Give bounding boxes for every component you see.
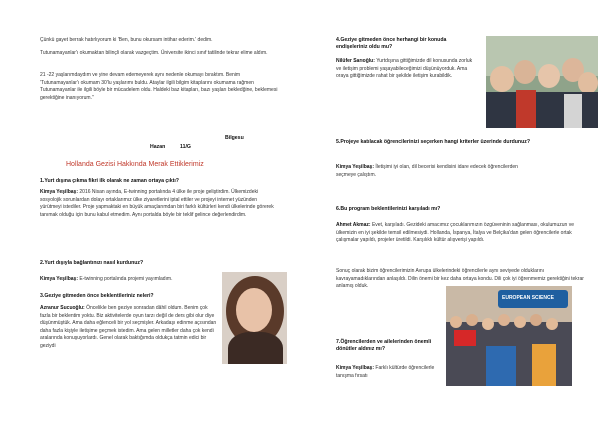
answer-5 (336, 164, 526, 179)
answer-6-name: Ahmet Akmaz: (336, 222, 371, 228)
answer-3 (40, 305, 218, 351)
answer-4-text: Yurtdışına gittiğimizde dil konusunda zorluk ve iletişim problemi yaşayabileceğimizi düşünüyorduk. Ama oraya gittiğimizde rahat bir şekilde iletişim kurabildik. (336, 58, 473, 80)
article-title: Hollanda Gezisi Hakkında Merak Ettiklerimiz (66, 161, 204, 168)
event-banner (498, 290, 568, 308)
paragraph-3: 21 -22 yaşlarımdaydım ve yine devam edemeyerek aynı nedenle okumayı bıraktım. Benim 'Tutunamayanlar'ı okumam 30'lu yaşlarımı buldu. Ataylar ilgili bilgim kitaplarını okumama rağmen Tutunamayanlar ile ilgili böyle bir mücadelem oldu. Haldeki baz kitapları, bazı yaşları bekledğine, beklemesi gerektiğine inanıyorum." (40, 72, 278, 101)
answer-4-name: Nilüfer Sarıoğlu: (336, 58, 375, 64)
question-1: 1.Yurt dışına çıkma fikri ilk olarak ne zaman ortaya çıktı? (40, 178, 179, 184)
question-5: 5.Projeye katılacak öğrencilerinizi seçerken hangi kriterler üzerinde durdunuz? (336, 139, 531, 145)
banner-text: EUROPEAN SCIENCE (502, 295, 554, 301)
paragraph-2: Tutunamayanlar'ı okumaktan bilinçli olarak vazgeçtim. Üniversite ikinci sınıf tatilinde tekrar elime aldım. (40, 50, 268, 56)
answer-7 (336, 365, 441, 380)
answer-1-name: Kimya Yeşilbaş: (40, 189, 78, 195)
question-3: 3.Geziye gitmeden önce beklentileriniz neleri? (40, 293, 154, 299)
question-7: 7.Öğrencilerden ve ailelerinden önemli dönütler aldınız mı? (336, 339, 432, 353)
answer-7-text: Farklı kültürde öğrencilerle tanışma fırsatı (336, 365, 435, 379)
group-photo-europe-event (446, 286, 572, 386)
answer-1 (40, 189, 280, 219)
signature-class: 11/G (180, 144, 191, 150)
paragraph-7: Sonuç olarak bizim öğrencilerimizin Avrupa ülkelerindeki öğrencilerle aynı seviyede olduklarını kavrayamadıklarından anlaşıldı. Dilin önemi bir kez daha ortaya kondu. Dili çok iyi öğrenmemiz gerektiğini tekrar anlamış olduk. (336, 268, 584, 290)
turkish-flag (454, 330, 476, 346)
answer-7-name: Kimya Yeşilbaş: (336, 365, 374, 371)
answer-6-text: Evet, karşıladı. Gezideki amacımız çocuklarımızın özgüveninin sağlanması, okulumuzun ve ülkemizin en iyi şekilde temsil edilmesiydi. Hollanda, İspanya, İtalya ve Belçika'dan gelen öğrencilerle ortak çalışmalar yapıldı, projeler üretildi. Karşılıklı kültür alışverişi yapıldı. (336, 222, 574, 244)
signature-author: Hazan (150, 144, 166, 150)
answer-3-text: Öncelikle ben geziye sonradan dâhil oldum. Benim çok fazla bir beklentim yoktu. Biz aktivitelerde oyun tarzı değil de ders gibi olur diye düşünmüştük. Ama daha eğlenceli bir yol seçmişler. Arkadaşı edinme açısından daha fazla kişiyle iletişime geçmek istedim. Ama gelen milletler daha çok kendi aralarında konuşuyorlardı. Genel olarak baktığımda oldukça tatmin edici bir geziydi (40, 305, 217, 349)
student-portrait-photo (222, 272, 287, 364)
answer-2-name: Kimya Yeşilbaş: (40, 276, 78, 282)
answer-2-text: E-twinning portalında projemi yayımladım. (79, 276, 173, 282)
answer-2 (40, 276, 210, 284)
answer-5-text: İletişimi iyi olan, dil becerisi kendisini idare edecek öğrencilerden seçmeye çalıştım. (336, 164, 518, 178)
question-6: 6.Bu program beklentilerinizi karşıladı mı? (336, 206, 441, 212)
answer-5-name: Kimya Yeşilbaş: (336, 164, 374, 170)
question-4: 4.Geziye gitmeden önce herhangi bir konuda endişeleriniz oldu mu? (336, 37, 447, 51)
answer-3-name: Azranur Sucuoğlu: (40, 305, 85, 311)
answer-6 (336, 222, 586, 245)
right-column (300, 0, 600, 424)
group-photo-students (486, 36, 598, 128)
intro-line: Çünkü gayet berrak hatırlıyorum ki 'Ben, bunu okursam intihar ederim.' dedim. (40, 37, 213, 43)
question-2: 2.Yurt dışıyla bağlantınızı nasıl kurdunuz? (40, 260, 144, 266)
answer-4 (336, 58, 476, 81)
answer-1-text: 2016 Nisan ayında, E-twinning portalında 4 ülke ile proje geliştirdim. Ülkemizdeki sosyolojik sorunlardan dolayı ortaklarımız ülke ziyaretlerini iptal ettiler ve projeyi internet yüzünden yürütmeyi istediler. Proje yapmaktaki en büyük amaçlarımdan biri farklı kültürleri kendi ülkelerinde görerek tanımak olduğu için bunu kabul etmedim. Aynı portalda böyle bir teklif gelince değerlendirdim. (40, 189, 274, 218)
signature-name: Bilgesu (225, 135, 244, 141)
